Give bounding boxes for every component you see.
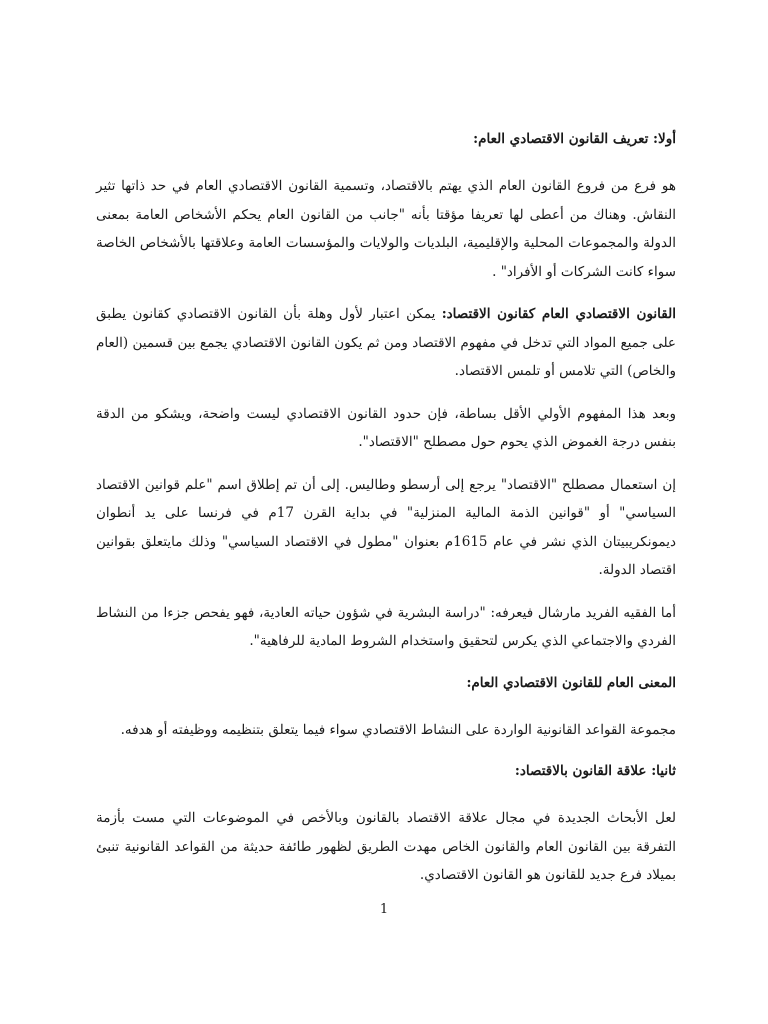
paragraph-lead-bold: القانون الاقتصادي العام كقانون الاقتصاد: (441, 306, 676, 322)
paragraph-marshall: أما الفقيه الفريد مارشال فيعرفه: "دراسة البشرية في شؤون حياته العادية، فهو يفحص جزءا من النشاط الفردي والاجتماعي الذي يكرس لتحقيق واستخدام الشروط المادية للرفاهية". (96, 604, 676, 649)
paragraph-general-meaning: مجموعة القواعد القانونية الواردة على النشاط الاقتصادي سواء فيما يتعلق بتنظيمه ووظيفته أو هدفه. (120, 721, 676, 738)
section-heading-relation: ثانيا: علاقة القانون بالاقتصاد: (514, 763, 676, 779)
paragraph-body-text: يمكن اعتبار لأول وهلة بأن القانون الاقتصادي كقانون يطبق على جميع المواد التي تدخل في مفهوم الاقتصاد ومن ثم يكون القانون الاقتصادي يجمع بين قسمين (العام والخاص) التي تلامس أو تلمس الاقتصاد. (96, 306, 676, 379)
section-heading-general-meaning: المعنى العام للقانون الاقتصادي العام: (466, 674, 676, 691)
document-body (96, 126, 676, 904)
section-heading-definition: أولا: تعريف القانون الاقتصادي العام: (473, 131, 676, 147)
paragraph-limits: وبعد هذا المفهوم الأولي الأقل بساطة، فإن حدود القانون الاقتصادي ليست واضحة، ويشكو من الدقة بنفس درجة الغموض الذي يحوم حول مصطلح "الاقتصاد". (96, 405, 676, 450)
page-number: 1 (379, 902, 389, 917)
paragraph-economic-law (96, 300, 676, 386)
paragraph-term-history: إن استعمال مصطلح "الاقتصاد" يرجع إلى أرسطو وطاليس. إلى أن تم إطلاق اسم "علم قوانين الاقتصاد السياسي" أو "قوانين الذمة المالية المنزلية" في بداية القرن 17م في فرنسا على يد أنطوان ديمونكريبيتان الذي نشر في عام 1615م بعنوان "مطول في الاقتصاد السياسي" وذلك مايتعلق بقوانين اقتصاد الدولة. (96, 476, 676, 578)
paragraph-relation: لعل الأبحاث الجديدة في مجال علاقة الاقتصاد بالقانون وبالأخص في الموضوعات التي مست بأزمة التفرقة بين القانون العام والقانون الخاص مهدت الطريق لظهور طائفة حديثة من القواعد القانونية تنبئ بميلاد فرع جديد للقانون هو القانون الاقتصادي. (96, 810, 676, 883)
paragraph-definition: هو فرع من فروع القانون العام الذي يهتم بالاقتصاد، وتسمية القانون الاقتصادي العام في حد ذاتها تثير النقاش. وهناك من أعطى لها تعريفا مؤقتا بأنه "جانب من القانون العام يحكم الأشخاص العامة بمعنى الدولة والمجموعات المحلية والإقليمية، البلديات والولايات والمؤسسات العامة وعلاقتها بالأشخاص الخاصة سواء كانت الشركات أو الأفراد" . (96, 178, 676, 280)
